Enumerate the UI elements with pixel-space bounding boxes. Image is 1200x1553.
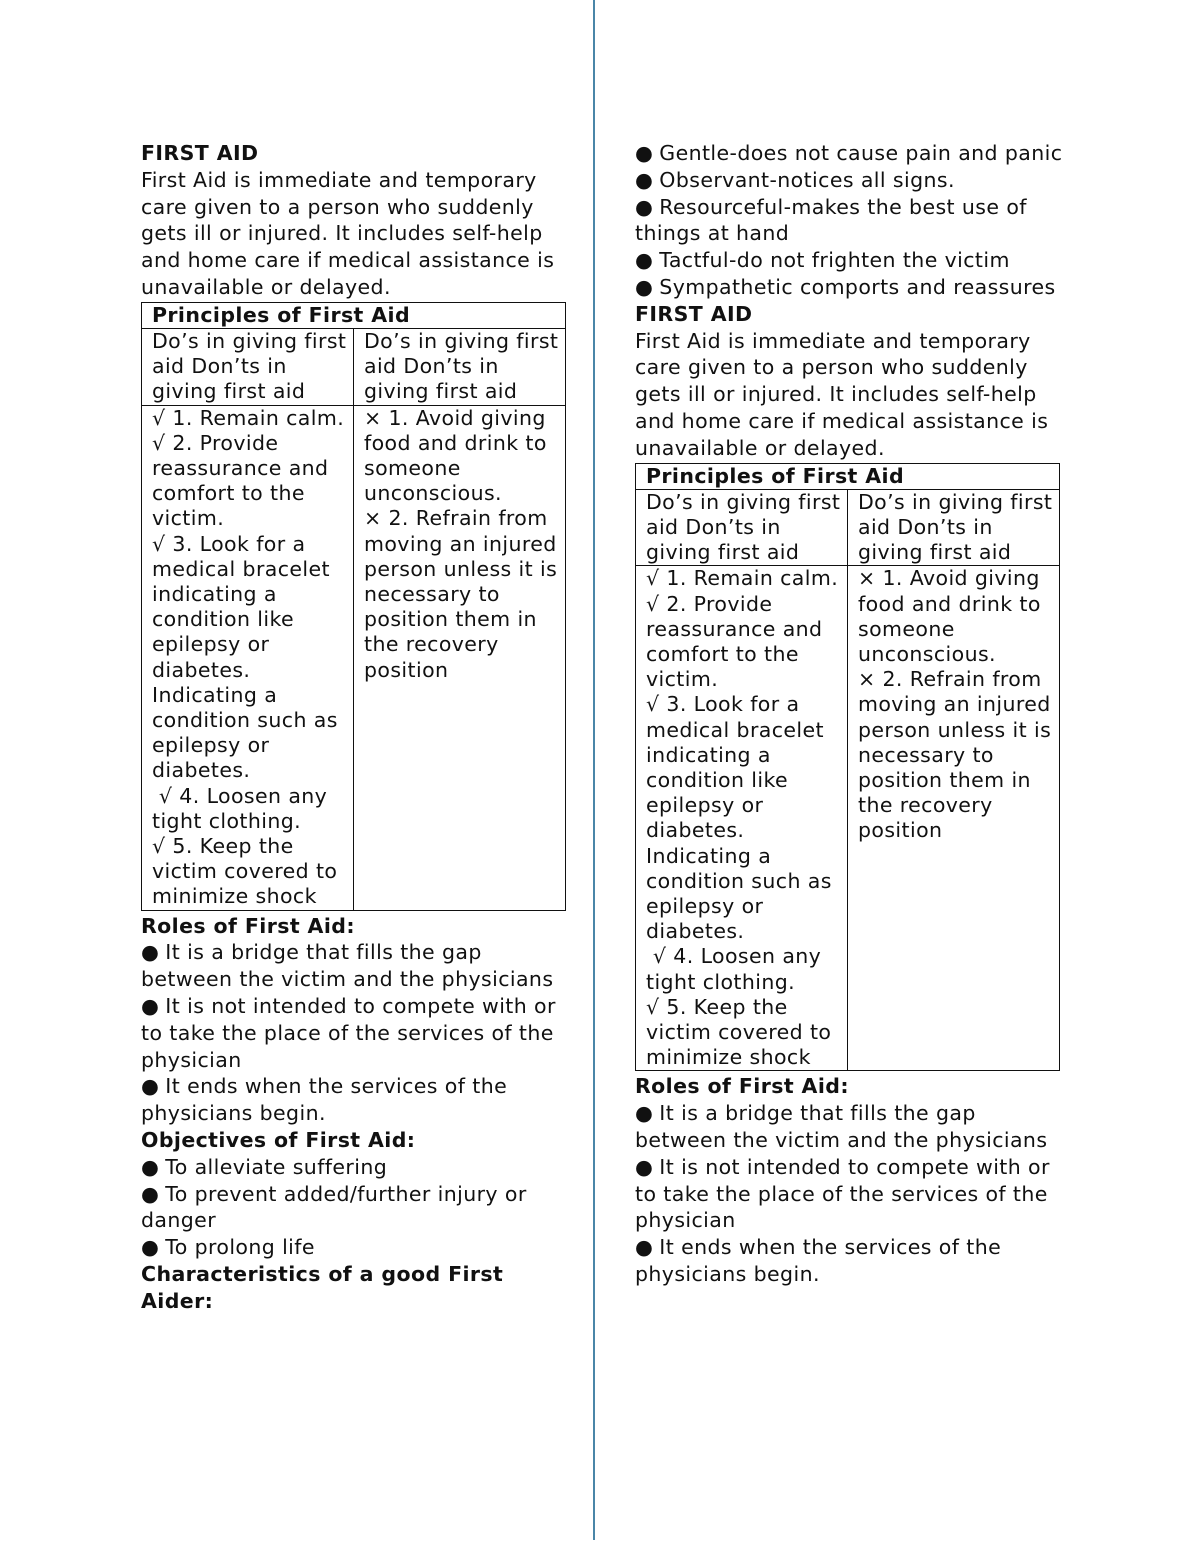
characteristics-item: ● Tactful-do not frighten the victim <box>635 247 1065 274</box>
roles-item: ● It is a bridge that fills the gap between the victim and the physicians <box>141 939 571 993</box>
left-column <box>141 140 571 1315</box>
objectives-item: ● To prolong life <box>141 1234 571 1261</box>
table-header-cell: Do’s in giving first aid Don’ts in giving first aid <box>354 328 566 405</box>
table-header-row <box>636 489 1060 566</box>
dos-item: √ 1. Remain calm. <box>646 566 839 591</box>
donts-item: × 1. Avoid giving food and drink to someone unconscious. <box>364 405 547 506</box>
table-title-row <box>636 463 1060 489</box>
right-column <box>635 140 1065 1288</box>
objectives-item: ● To prevent added/further injury or danger <box>141 1181 571 1235</box>
objectives-item: ● To alleviate suffering <box>141 1154 571 1181</box>
principles-table <box>635 463 1060 1072</box>
column-divider <box>593 0 595 1540</box>
table-body-row <box>636 566 1060 1071</box>
donts-cell <box>354 405 566 910</box>
roles-item: ● It is not intended to compete with or to take the place of the services of the physician <box>635 1154 1065 1234</box>
principles-table <box>141 302 566 911</box>
table-title-row <box>142 302 566 328</box>
table-title: Principles of First Aid <box>142 302 566 328</box>
section-title: FIRST AID <box>141 141 259 165</box>
roles-item: ● It is not intended to compete with or to take the place of the services of the physician <box>141 993 571 1073</box>
dos-item: √ 2. Provide reassurance and comfort to the victim. <box>646 591 823 692</box>
donts-item: × 2. Refrain from moving an injured person unless it is necessary to position them in the recovery position <box>364 506 558 682</box>
intro-paragraph: First Aid is immediate and temporary care given to a person who suddenly gets ill or injured. It includes self-help and home care if medical assistance is unavailable or delayed. <box>635 328 1049 460</box>
donts-cell <box>848 566 1060 1071</box>
roles-item: ● It ends when the services of the physicians begin. <box>141 1073 571 1127</box>
table-header-cell: Do’s in giving first aid Don’ts in giving first aid <box>636 489 848 566</box>
table-header-cell: Do’s in giving first aid Don’ts in giving first aid <box>848 489 1060 566</box>
objectives-heading: Objectives of First Aid: <box>141 1128 416 1153</box>
roles-item: ● It is a bridge that fills the gap between the victim and the physicians <box>635 1100 1065 1154</box>
characteristics-item: ● Observant-notices all signs. <box>635 167 1065 194</box>
dos-item: √ 5. Keep the victim covered to minimize shock <box>646 994 832 1070</box>
dos-item: √ 1. Remain calm. <box>152 405 345 430</box>
dos-item: √ 4. Loosen any tight clothing. <box>152 783 335 833</box>
donts-item: × 2. Refrain from moving an injured person unless it is necessary to position them in the recovery position <box>858 667 1052 843</box>
characteristics-item: ● Gentle-does not cause pain and panic <box>635 140 1065 167</box>
dos-item: √ 5. Keep the victim covered to minimize shock <box>152 834 338 909</box>
table-header-cell: Do’s in giving first aid Don’ts in giving first aid <box>142 328 354 405</box>
table-header-row <box>142 328 566 405</box>
roles-heading: Roles of First Aid: <box>635 1074 849 1099</box>
section-title: FIRST AID <box>635 301 753 326</box>
dos-item: √ 3. Look for a medical bracelet indicating a condition like epilepsy or diabetes. Indicating a condition such as epilepsy or diabetes. <box>646 692 832 944</box>
characteristics-item: ● Sympathetic comports and reassures <box>635 274 1065 301</box>
dos-cell <box>142 405 354 910</box>
table-title: Principles of First Aid <box>636 463 1060 489</box>
dos-item: √ 4. Loosen any tight clothing. <box>646 944 829 994</box>
dos-item: √ 3. Look for a medical bracelet indicating a condition like epilepsy or diabetes. Indicating a condition such as epilepsy or diabetes. <box>152 531 338 783</box>
roles-heading: Roles of First Aid: <box>141 913 355 938</box>
donts-item: × 1. Avoid giving food and drink to someone unconscious. <box>858 566 1041 666</box>
dos-item: √ 2. Provide reassurance and comfort to the victim. <box>152 430 329 531</box>
roles-item: ● It ends when the services of the physicians begin. <box>635 1234 1065 1288</box>
table-body-row <box>142 405 566 910</box>
characteristics-heading: Characteristics of a good First Aider: <box>141 1262 504 1313</box>
characteristics-item: ● Resourceful-makes the best use of things at hand <box>635 194 1065 248</box>
intro-paragraph: First Aid is immediate and temporary care given to a person who suddenly gets ill or injured. It includes self-help and home care if medical assistance is unavailable or delayed. <box>141 167 555 299</box>
dos-cell <box>636 566 848 1071</box>
